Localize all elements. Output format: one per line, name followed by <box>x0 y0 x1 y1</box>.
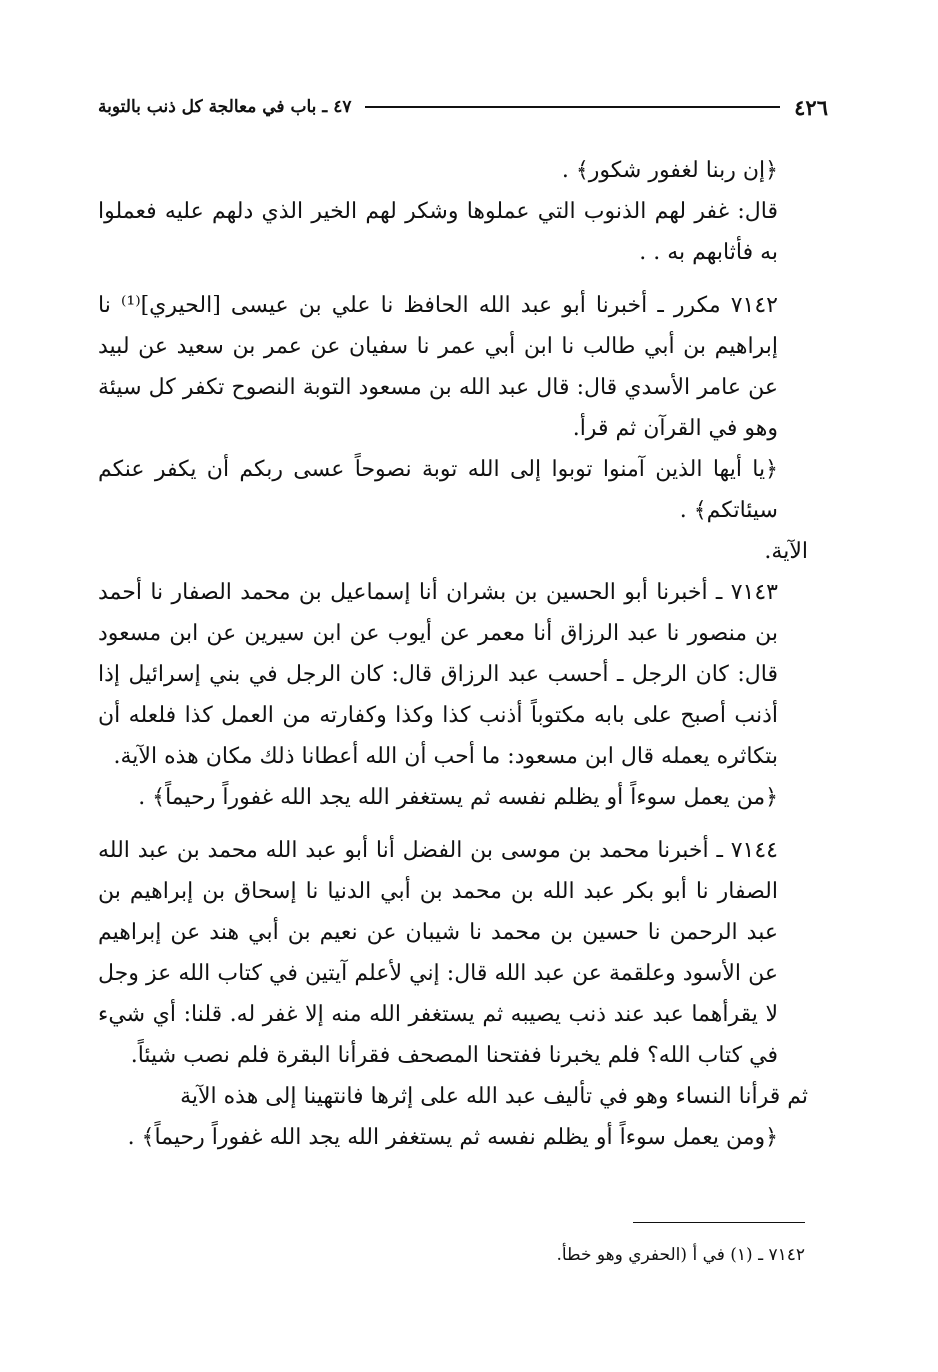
page-header <box>98 92 828 122</box>
verse-quote: ﴿يا أيها الذين آمنوا توبوا إلى الله توبة نصوحاً عسى ربكم أن يكفر عنكم سيئاتكم﴾ . <box>98 457 778 523</box>
verse-quote: ﴿ومن يعمل سوءاً أو يظلم نفسه ثم يستغفر الله يجد الله غفوراً رحيماً﴾ . <box>127 1125 778 1150</box>
header-rule <box>365 106 780 108</box>
footnote-separator <box>633 1222 805 1223</box>
hadith-7144: ٧١٤٤ ـ أخبرنا محمد بن موسى بن الفضل أنا أبو عبد الله محمد بن عبد الله الصفار نا أبو بكر عبد الله بن محمد بن أبي الدنيا نا إسحاق بن إبراهيم بن عبد الرحمن نا حسين بن محمد نا شيبان عن نعيم بن أبي هند عن إبراهيم عن الأسود وعلقمة عن عبد الله قال: إني لأعلم آيتين في كتاب الله عز وجل لا يقرأهما عبد عند ذنب يصيبه ثم يستغفر الله منه إلا غفر له. قلنا: أي شيء في كتاب الله؟ فلم يخبرنا ففتحنا المصحف فقرأنا البقرة فلم نصب شيئاً. <box>98 838 778 1068</box>
page-body <box>98 150 808 1158</box>
continuation-line: ثم قرأنا النساء وهو في تأليف عبد الله على إثرها فانتهينا إلى هذه الآية <box>180 1084 808 1109</box>
running-title: ٤٧ ـ باب في معالجة كل ذنب بالتوبة <box>98 97 352 117</box>
hadith-7142: ٧١٤٢ مكرر ـ أخبرنا أبو عبد الله الحافظ نا علي بن عيسى [الحيري]⁽¹⁾ نا إبراهيم بن أبي طالب نا ابن أبي عمر نا سفيان عن عمر بن سعيد عن لبيد عن عامر الأسدي قال: قال عبد الله بن مسعود التوبة النصوح تكفر كل سيئة وهو في القرآن ثم قرأ. <box>98 293 778 441</box>
commentary-paragraph: قال: غفر لهم الذنوب التي عملوها وشكر لهم الخير الذي دلهم عليه فعملوا به فأثابهم به . . <box>98 199 778 265</box>
verse-quote: ﴿إن ربنا لغفور شكور﴾ . <box>561 158 778 183</box>
footnote: ٧١٤٢ ـ (١) في أ (الحفري وهو خطأ. <box>556 1245 805 1265</box>
verse-quote: ﴿من يعمل سوءاً أو يظلم نفسه ثم يستغفر الله يجد الله غفوراً رحيماً﴾ . <box>138 785 778 810</box>
page-number: ٤٢٦ <box>794 94 828 120</box>
verse-note: الآية. <box>764 539 808 564</box>
hadith-7143: ٧١٤٣ ـ أخبرنا أبو الحسين بن بشران أنا إسماعيل بن محمد الصفار نا أحمد بن منصور نا عبد الرزاق أنا معمر عن أيوب عن ابن سيرين عن ابن مسعود قال: كان الرجل ـ أحسب عبد الرزاق قال: كان الرجل في بني إسرائيل إذا أذنب أصبح على بابه مكتوباً أذنب كذا وكذا وكفارته من العمل كذا فلعله أن بتكاثره يعمله قال ابن مسعود: ما أحب أن الله أعطانا ذلك مكان هذه الآية. <box>98 580 778 769</box>
